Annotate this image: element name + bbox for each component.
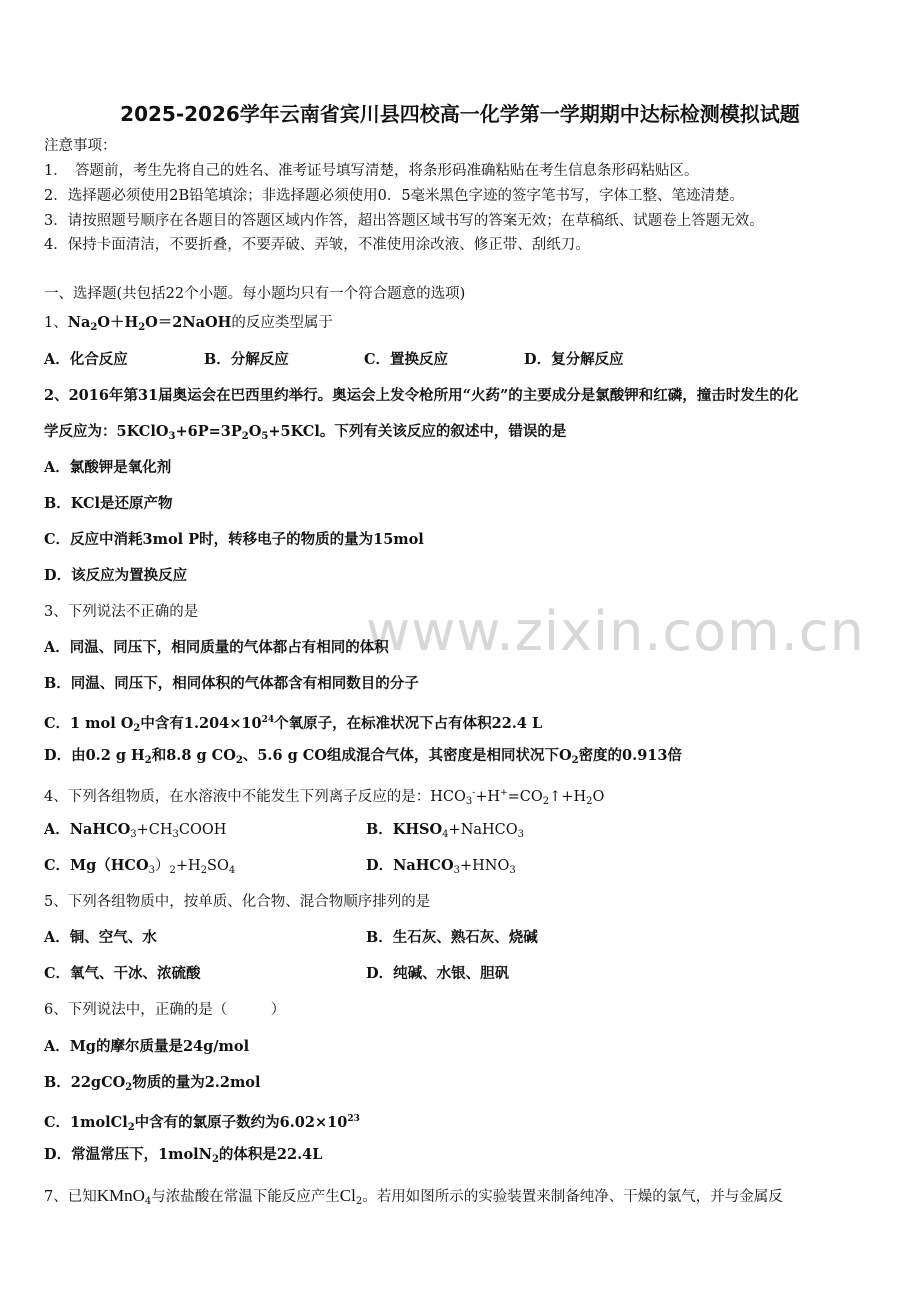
question-2-option-b: B．KCl是还原产物 [44, 495, 173, 512]
question-6-option-b: B．22gCO$_2$物质的量为2.2mol [44, 1074, 261, 1093]
question-2-option-a: A．氯酸钾是氧化剂 [44, 459, 172, 476]
question-1-option-b: B．分解反应 [204, 351, 289, 368]
question-1-option-c: C．置换反应 [364, 351, 449, 368]
question-5-stem: 5、下列各组物质中，按单质、化合物、混合物顺序排列的是 [44, 894, 431, 910]
question-3-option-b: B．同温、同压下，相同体积的气体都含有相同数目的分子 [44, 675, 419, 692]
notice-item-4: 4．保持卡面清洁，不要折叠，不要弄破、弄皱，不准使用涂改液、修正带、刮纸刀。 [44, 237, 590, 253]
question-4-option-b: B．$KHSO_4+NaHCO_3$ [366, 821, 525, 840]
question-1-option-a: A．化合反应 [44, 351, 128, 368]
question-6-stem: 6、下列说法中，正确的是（ ） [44, 1002, 286, 1018]
question-2-option-c: C．反应中消耗3mol P时，转移电子的物质的量为15mol [44, 531, 424, 548]
question-4-stem: 4、下列各组物质，在水溶液中不能发生下列离子反应的是：$HCO_3^-+H^+=CO_2↑+H_2O$ [44, 788, 605, 807]
question-3-option-a: A．同温、同压下，相同质量的气体都占有相同的体积 [44, 639, 389, 656]
question-7-stem: 7、已知KMnO$_4$与浓盐酸在常温下能反应产生$Cl_2$。若用如图所示的实验装置来制备纯净、干燥的氯气，并与金属反 [44, 1186, 783, 1207]
question-5-option-b: B．生石灰、熟石灰、烧碱 [366, 929, 538, 946]
section-heading: 一、选择题(共包括22个小题。每小题均只有一个符合题意的选项) [44, 286, 466, 302]
question-4-option-c: C．$Mg(HCO_3)_2+H_2SO_4$ [44, 857, 236, 876]
notice-item-3: 3．请按照题号顺序在各题目的答题区域内作答，超出答题区域书写的答案无效；在草稿纸、试题卷上答题无效。 [44, 213, 764, 229]
question-2-stem-line1: 2、2016年第31届奥运会在巴西里约举行。奥运会上发令枪所用“火药”的主要成分是氯酸钾和红磷，撞击时发生的化 [44, 387, 799, 404]
question-5-option-d: D．纯碱、水银、胆矾 [366, 965, 510, 982]
question-3-option-c: C．1 mol $O_2$中含有$1.204\times 10^{24}$个氧原子，在标准状况下占有体积22.4 L [44, 715, 543, 734]
notice-item-1: 1． 答题前，考生先将自己的姓名、准考证号填写清楚，将条形码准确粘贴在考生信息条形码粘贴区。 [44, 163, 699, 179]
question-1-option-d: D．复分解反应 [524, 351, 624, 368]
question-2-option-d: D．该反应为置换反应 [44, 567, 188, 584]
watermark: www.zixin.com.cn [366, 600, 865, 663]
question-4-option-d: D．$NaHCO_3+HNO_3$ [366, 857, 516, 876]
notice-heading: 注意事项： [44, 138, 117, 154]
question-6-option-d: D．常温常压下，1molN$_2$的体积是22.4L [44, 1146, 323, 1165]
question-6-option-a: A．Mg的摩尔质量是24g/mol [44, 1038, 250, 1055]
question-3-option-d: D．由0.2 g $H_2$和8.8 g $CO_2$、5.6 g CO组成混合气体，其密度是相同状况下$O_2$密度的0.913倍 [44, 747, 682, 766]
question-5-option-a: A．铜、空气、水 [44, 929, 157, 946]
notice-item-2: 2．选择题必须使用2B铅笔填涂；非选择题必须使用0．5毫米黑色字迹的签字笔书写，字体工整、笔迹清楚。 [44, 188, 745, 204]
question-5-option-c: C．氧气、干冰、浓硫酸 [44, 965, 201, 982]
question-2-stem-line2: 学反应为：$5KClO_3+6P=3P_2O_5+5KCl$。下列有关该反应的叙述中，错误的是 [44, 423, 567, 442]
question-1-stem: 1、$Na_2O+H_2O=2NaOH$的反应类型属于 [44, 314, 333, 333]
question-4-option-a: A．$NaHCO_3+CH_3COOH$ [44, 821, 227, 840]
page-title: 2025-2026学年云南省宾川县四校高一化学第一学期期中达标检测模拟试题 [120, 102, 800, 126]
question-3-stem: 3、下列说法不正确的是 [44, 604, 199, 620]
question-6-option-c: C．1molCl$_2$中含有的氯原子数约为$6.02\times 10^{23}$ [44, 1114, 360, 1133]
